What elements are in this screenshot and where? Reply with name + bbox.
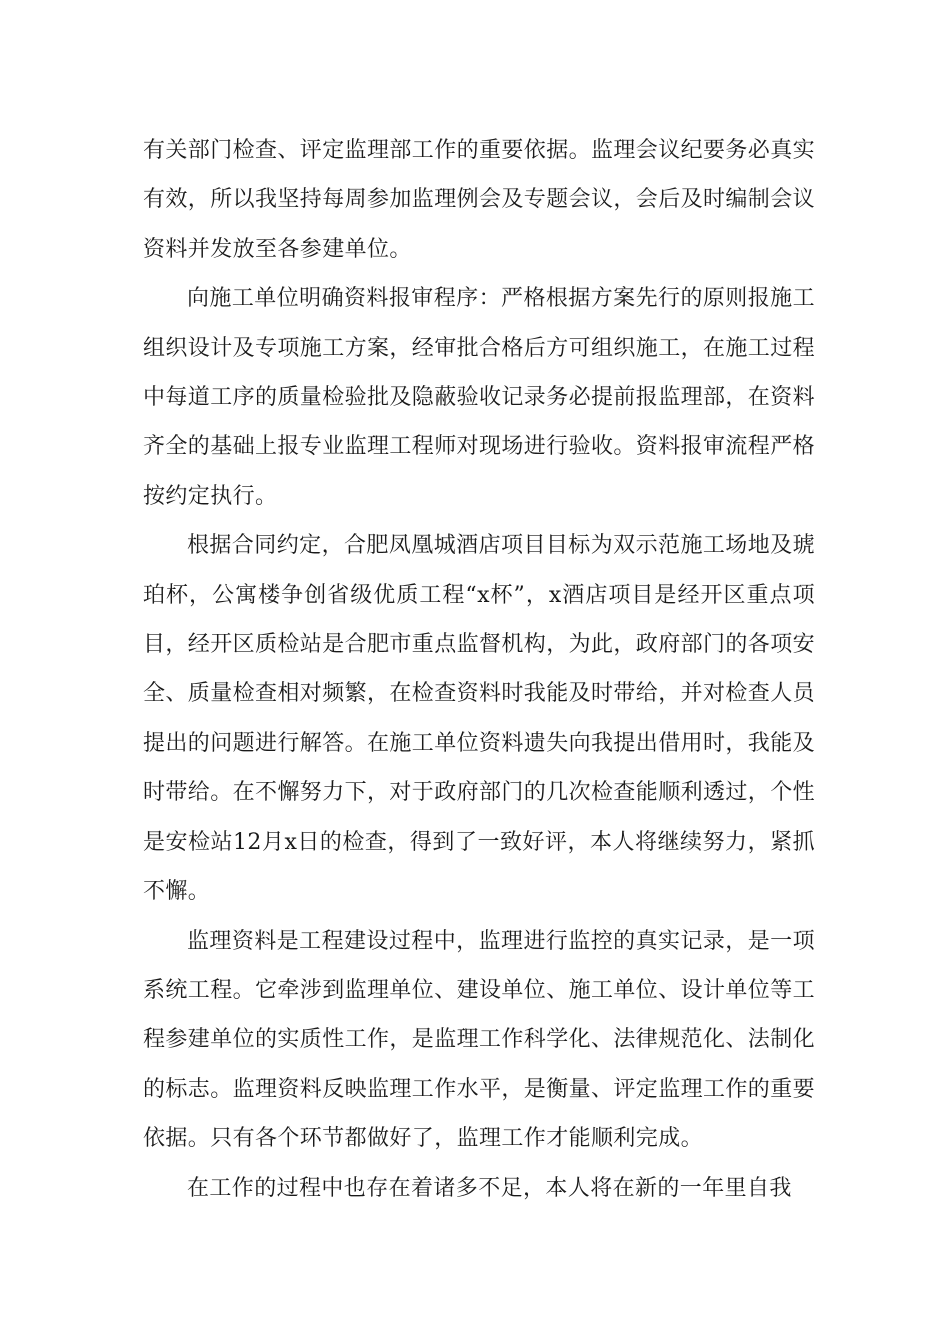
paragraph-shortcomings: 在工作的过程中也存在着诸多不足，本人将在新的一年里自我 [187,1175,792,1201]
document-body [143,126,815,1213]
paragraph-review-procedure: 向施工单位明确资料报审程序：严格根据方案先行的原则报施工组织设计及专项施工方案，经审批合格后方可组织施工，在施工过程中每道工序的质量检验批及隐蔽验收记录务必提前报监理部，在资料齐全的基础上报专业监理工程师对现场进行验收。资料报审流程严格按约定执行。 [143,286,816,509]
paragraph-supervision-records: 监理资料是工程建设过程中，监理进行监控的真实记录，是一项系统工程。它牵涉到监理单位、建设单位、施工单位、设计单位等工程参建单位的实质性工作，是监理工作科学化、法律规范化、法制化的标志。监理资料反映监理工作水平，是衡量、评定监理工作的重要依据。只有各个环节都做好了，监理工作才能顺利完成。 [143,928,816,1152]
paragraph-continuation: 有关部门检查、评定监理部工作的重要依据。监理会议纪要务必真实有效，所以我坚持每周参加监理例会及专题会议，会后及时编制会议资料并发放至各参建单位。 [143,138,816,262]
paragraph-contract-goals: 根据合同约定，合肥凤凰城酒店项目目标为双示范施工场地及琥珀杯，公寓楼争创省级优质工程“x杯”，x酒店项目是经开区重点项目，经开区质检站是合肥市重点监督机构，为此，政府部门的各项安全、质量检查相对频繁，在检查资料时我能及时带给，并对检查人员提出的问题进行解答。在施工单位资料遗失向我提出借用时，我能及时带给。在不懈努力下，对于政府部门的几次检查能顺利透过，个性是安检站12月x日的检查，得到了一致好评，本人将继续努力，紧抓不懈。 [143,533,816,905]
